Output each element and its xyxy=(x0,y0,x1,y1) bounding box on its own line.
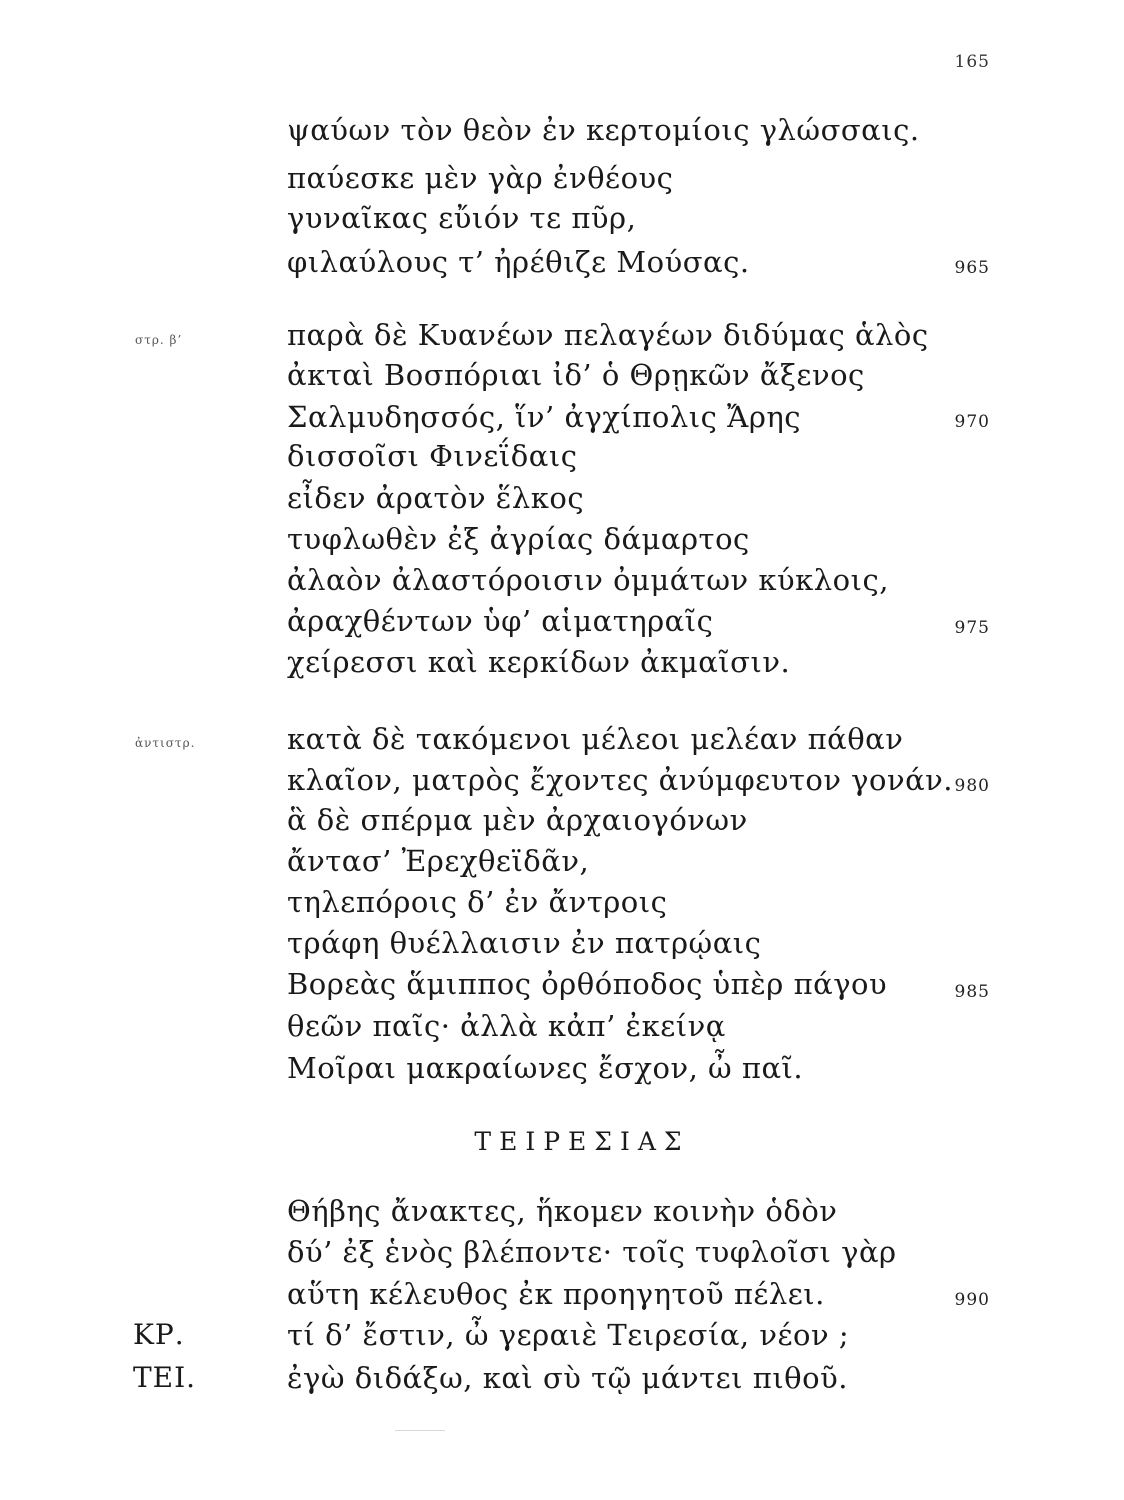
bottom-rule xyxy=(395,1430,445,1431)
verse-line: ἀλαὸν ἀλαστόροισιν ὀμμάτων κύκλοις, xyxy=(287,563,889,597)
verse-line: κατὰ δὲ τακόμενοι μέλεοι μελέαν πάθαν xyxy=(287,722,904,756)
verse-line: ψαύων τὸν θεὸν ἐν κερτομίοις γλώσσαις. xyxy=(287,113,920,147)
verse-line: δισσοῖσι Φινεΐδαις xyxy=(287,439,578,473)
verse-line: παρὰ δὲ Κυανέων πελαγέων διδύμας ἁλὸς xyxy=(287,318,929,352)
verse-line: φιλαύλους τ’ ἠρέθιζε Μούσας. xyxy=(287,245,750,279)
line-number: 975 xyxy=(954,618,990,638)
line-number: 985 xyxy=(954,982,990,1002)
verse-line: ἃ δὲ σπέρμα μὲν ἀρχαιογόνων xyxy=(287,803,748,837)
speaker-label: ΤΕΙ. xyxy=(133,1361,197,1394)
line-number: 990 xyxy=(954,1290,990,1310)
line-number: 980 xyxy=(954,776,990,796)
antistrophe-label: ἀντιστρ. xyxy=(135,736,196,750)
verse-line: Βορεὰς ἅμιππος ὀρθόποδος ὑπὲρ πάγου xyxy=(287,967,888,1001)
verse-line: τί δ’ ἔστιν, ὦ γεραιὲ Τειρεσία, νέον ; xyxy=(287,1318,850,1352)
verse-line: εἶδεν ἀρατὸν ἕλκος xyxy=(287,481,585,515)
speaker-label: ΚΡ. xyxy=(133,1318,185,1351)
verse-line: αὕτη κέλευθος ἐκ προηγητοῦ πέλει. xyxy=(287,1277,825,1311)
line-number: 970 xyxy=(954,412,990,432)
verse-line: γυναῖκας εὔιόν τε πῦρ, xyxy=(287,201,637,235)
verse-line: θεῶν παῖς· ἀλλὰ κἀπ’ ἐκείνᾳ xyxy=(287,1009,726,1043)
verse-line: ἐγὼ διδάξω, καὶ σὺ τῷ μάντει πιθοῦ. xyxy=(287,1361,848,1395)
verse-line: Σαλμυδησσός, ἵν’ ἀγχίπολις Ἄρης xyxy=(287,400,801,434)
verse-line: τράφη θυέλλαισιν ἐν πατρῴαις xyxy=(287,926,762,960)
speaker-heading: ΤΕΙΡΕΣΙΑΣ xyxy=(474,1127,690,1156)
verse-line: τηλεπόροις δ’ ἐν ἄντροις xyxy=(287,885,668,919)
verse-line: κλαῖον, ματρὸς ἔχοντες ἀνύμφευτον γονάν. xyxy=(287,763,954,797)
verse-line: παύεσκε μὲν γὰρ ἐνθέους xyxy=(287,161,674,195)
verse-line: ἀραχθέντων ὑφ’ αἱματηραῖς xyxy=(287,604,714,638)
verse-line: ἀκταὶ Βοσπόριαι ἰδ’ ὁ Θρῃκῶν ἄξενος xyxy=(287,358,865,392)
verse-line: Θήβης ἄνακτες, ἥκομεν κοινὴν ὁδὸν xyxy=(287,1194,838,1228)
verse-line: Μοῖραι μακραίωνες ἔσχον, ὦ παῖ. xyxy=(287,1051,804,1085)
verse-line: ἄντασ’ Ἐρεχθεϊδᾶν, xyxy=(287,844,590,878)
strophe-label: στρ. β’ xyxy=(135,333,183,347)
verse-line: τυφλωθὲν ἐξ ἀγρίας δάμαρτος xyxy=(287,522,750,556)
line-number: 965 xyxy=(954,258,990,278)
verse-line: δύ’ ἐξ ἑνὸς βλέποντε· τοῖς τυφλοῖσι γὰρ xyxy=(287,1235,897,1269)
verse-line: χείρεσσι καὶ κερκίδων ἀκμαῖσιν. xyxy=(287,645,791,679)
page-number: 165 xyxy=(954,52,990,72)
